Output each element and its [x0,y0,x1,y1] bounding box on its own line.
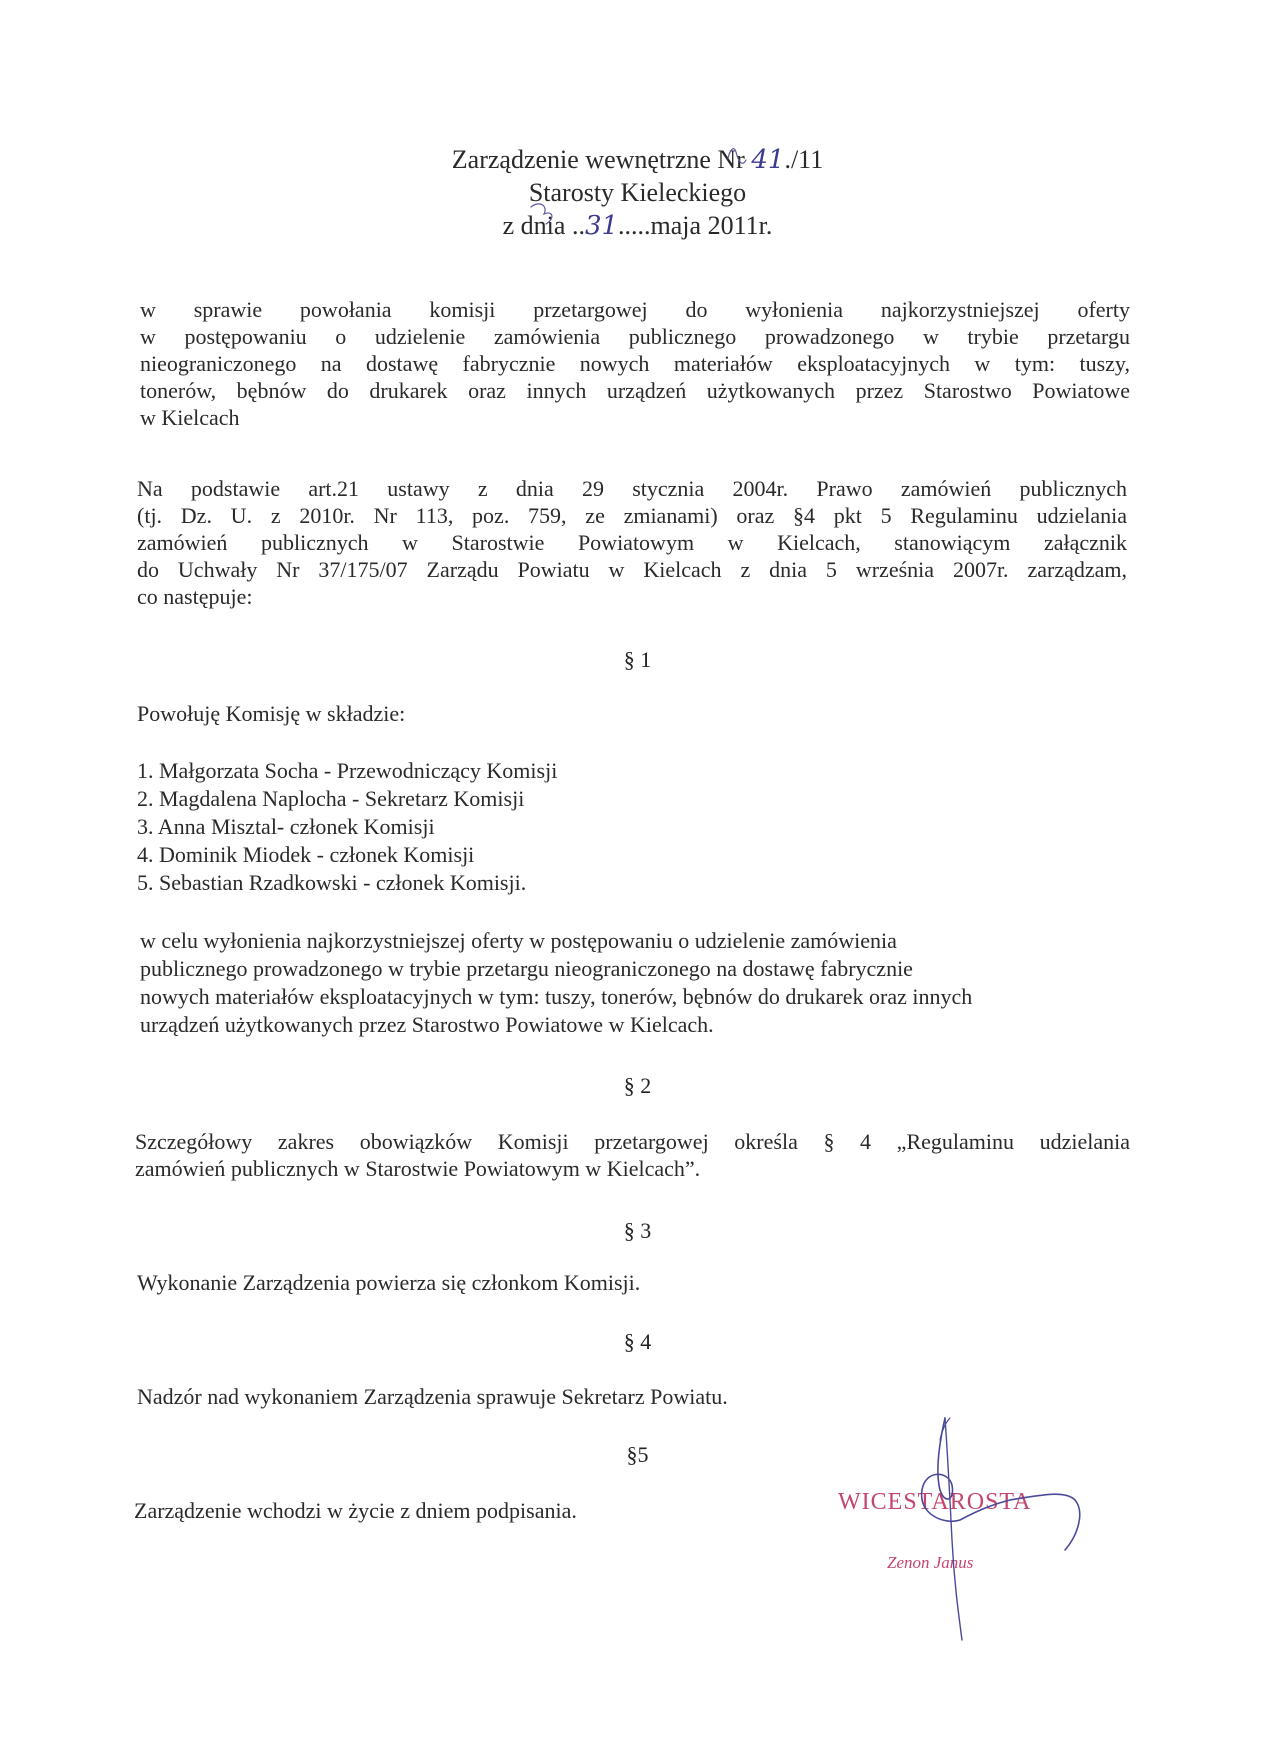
title-prefix: Zarządzenie wewnętrzne Nr [451,145,752,174]
title-suffix: ./11 [784,145,824,174]
list-item: 4. Dominik Miodek - członek Komisji [137,842,475,867]
handwritten-number: 41 [751,145,785,175]
handwritten-day: 31 [584,211,619,241]
list-item: 3. Anna Misztal- członek Komisji [137,814,435,839]
section-2-heading: § 2 [623,1073,652,1098]
purpose-line: urządzeń użytkowanych przez Starostwo Powiatowe w Kielcach. [140,1012,714,1037]
list-item: 1. Małgorzata Socha - Przewodniczący Komisji [137,758,558,783]
section-4-text: Nadzór nad wykonaniem Zarządzenia sprawuje Sekretarz Powiatu. [137,1384,728,1409]
section-4-heading: § 4 [623,1329,652,1354]
official-stamp-name: Zenon Janus [887,1553,974,1572]
subject-line: w postępowaniu o udzielenie zamówienia publicznego prowadzonego w trybie przetargu [140,324,1130,349]
subject-line: nieograniczonego na dostawę fabrycznie nowych materiałów eksploatacyjnych w tym: tuszy, [140,351,1130,376]
members-list [137,757,557,897]
section-5-heading: §5 [626,1442,649,1467]
official-stamp-title: WICESTAROSTA [838,1489,1032,1515]
subject-line: w Kielcach [140,405,240,430]
legal-basis-line: zamówień publicznych w Starostwie Powiatowym w Kielcach, stanowiącym załącznik [137,530,1127,555]
purpose-line: publicznego prowadzonego w trybie przetargu nieograniczonego na dostawę fabrycznie [140,956,913,981]
date-suffix: .....maja 2011r. [618,211,773,240]
subject-line: w sprawie powołania komisji przetargowej do wyłonienia najkorzystniejszej oferty [140,297,1130,322]
legal-basis-block [137,475,1127,610]
subject-line: tonerów, bębnów do drukarek oraz innych urządzeń użytkowanych przez Starostwo Powiatowe [140,378,1130,403]
section-2-text [135,1128,1130,1182]
section-1-heading: § 1 [623,647,652,672]
purpose-line: nowych materiałów eksploatacyjnych w tym: tuszy, tonerów, bębnów do drukarek oraz innych [140,984,973,1009]
section-1-purpose [140,927,1080,1039]
legal-basis-line: co następuje: [137,584,253,609]
list-item: 2. Magdalena Naplocha - Sekretarz Komisji [137,786,525,811]
legal-basis-line: do Uchwały Nr 37/175/07 Zarządu Powiatu w Kielcach z dnia 5 września 2007r. zarządzam, [137,557,1127,582]
date-prefix: z dnia .. [502,211,585,240]
legal-basis-line: Na podstawie art.21 ustawy z dnia 29 stycznia 2004r. Prawo zamówień publicznych [137,476,1127,501]
section-5-text: Zarządzenie wchodzi w życie z dniem podpisania. [134,1498,577,1523]
subject-block [140,296,1130,431]
document-date-line [0,211,1275,241]
purpose-line: w celu wyłonienia najkorzystniejszej oferty w postępowaniu o udzielenie zamówienia [140,928,897,953]
section-3-text: Wykonanie Zarządzenia powierza się członkom Komisji. [137,1270,641,1295]
legal-basis-line: (tj. Dz. U. z 2010r. Nr 113, poz. 759, ze zmianami) oraz §4 pkt 5 Regulaminu udzielania [137,503,1127,528]
document-title-line1 [0,145,1275,175]
section-1-intro: Powołuję Komisję w składzie: [137,701,406,726]
section-3-heading: § 3 [623,1218,652,1243]
document-title-line2: Starosty Kieleckiego [528,178,747,207]
section-2-line: Szczegółowy zakres obowiązków Komisji przetargowej określa § 4 „Regulaminu udzielania [135,1129,1130,1154]
section-2-line: zamówień publicznych w Starostwie Powiatowym w Kielcach”. [135,1156,701,1181]
list-item: 5. Sebastian Rzadkowski - członek Komisji. [137,870,527,895]
